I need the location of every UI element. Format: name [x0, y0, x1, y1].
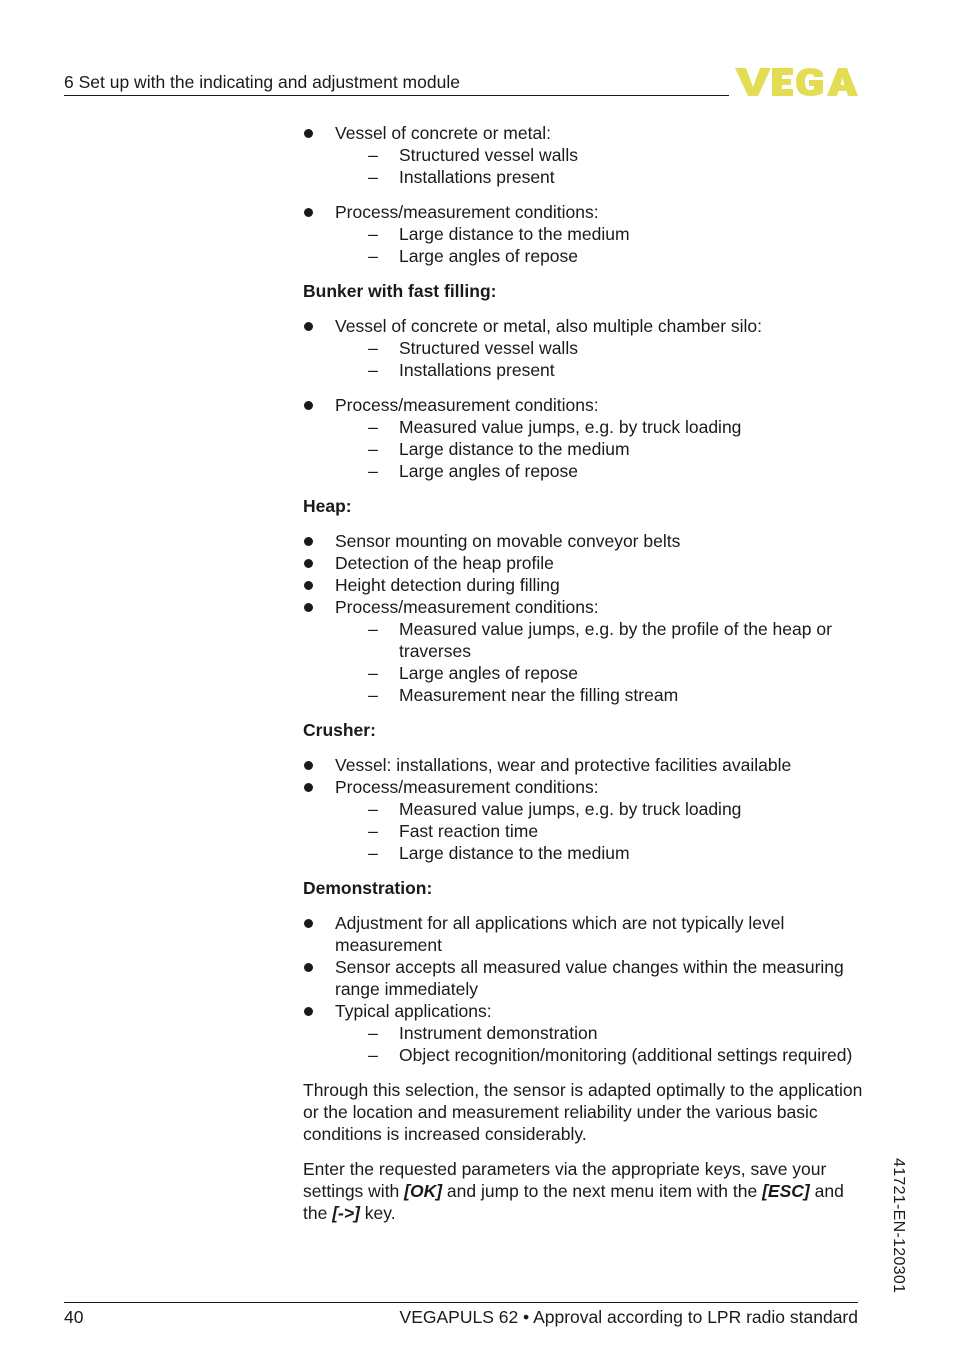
sub-list-item — [335, 337, 863, 359]
footer-divider — [64, 1302, 858, 1303]
sub-list-item-text: Measured value jumps, e.g. by truck loading — [399, 417, 742, 437]
key-arrow: [->] — [332, 1203, 360, 1223]
bullet-icon — [304, 129, 313, 138]
list-item — [303, 574, 863, 596]
bullet-list — [303, 530, 863, 706]
header-divider — [64, 95, 729, 96]
list-item — [303, 122, 863, 188]
bullet-icon — [304, 322, 313, 331]
sub-list-item-text: Installations present — [399, 360, 555, 380]
sub-list-item-text: Large angles of repose — [399, 246, 579, 266]
bullet-icon — [304, 761, 313, 770]
footer-title: VEGAPULS 62 • Approval according to LPR radio standard — [399, 1307, 858, 1327]
sub-list-item — [335, 416, 863, 438]
sub-list-item — [335, 359, 863, 381]
dash-icon: – — [368, 821, 378, 841]
dash-icon: – — [368, 360, 378, 380]
section-demonstration — [303, 877, 863, 1066]
dash-icon: – — [368, 1045, 378, 1065]
dash-icon: – — [368, 619, 378, 639]
sub-list-item-text: Measured value jumps, e.g. by the profile of the heap or traverses — [399, 619, 832, 661]
sub-list-item-text: Measurement near the filling stream — [399, 685, 679, 705]
list-item-text: Vessel of concrete or metal, also multiple chamber silo: — [335, 316, 762, 336]
bullet-icon — [304, 401, 313, 410]
list-item-text: Height detection during filling — [335, 575, 560, 595]
heading-bunker: Bunker with fast filling: — [303, 281, 497, 301]
para-text: and the — [303, 1181, 844, 1223]
list-item — [303, 394, 863, 482]
sub-list-item-text: Instrument demonstration — [399, 1023, 598, 1043]
dash-icon: – — [368, 663, 378, 683]
dash-icon: – — [368, 417, 378, 437]
list-item — [303, 1000, 863, 1066]
sub-list-item — [335, 842, 863, 864]
sub-list-item-text: Structured vessel walls — [399, 338, 578, 358]
sub-list-item — [335, 460, 863, 482]
list-item-text: Vessel: installations, wear and protective facilities available — [335, 755, 792, 775]
dash-icon: – — [368, 843, 378, 863]
sub-list — [335, 144, 863, 188]
sub-list-item-text: Object recognition/monitoring (additional settings required) — [399, 1045, 853, 1065]
sub-list-item-text: Large distance to the medium — [399, 224, 630, 244]
bullet-list — [303, 315, 863, 482]
sub-list-item — [335, 245, 863, 267]
page-number: 40 — [64, 1307, 84, 1327]
bullet-icon — [304, 963, 313, 972]
dash-icon: – — [368, 246, 378, 266]
sub-list-item-text: Large angles of repose — [399, 461, 579, 481]
bullet-icon — [304, 783, 313, 792]
bullet-icon — [304, 559, 313, 568]
para-text: Enter the requested parameters via the appropriate keys, save your settings with — [303, 1159, 827, 1201]
list-item-text: Detection of the heap profile — [335, 553, 554, 573]
list-item-text: Process/measurement conditions: — [335, 597, 599, 617]
sub-list-item-text: Measured value jumps, e.g. by truck loading — [399, 799, 742, 819]
bullet-list — [303, 754, 863, 864]
sub-list-item — [335, 684, 863, 706]
dash-icon: – — [368, 1023, 378, 1043]
heading-crusher: Crusher: — [303, 720, 376, 740]
section-heap — [303, 495, 863, 706]
sub-list-item-text: Installations present — [399, 167, 555, 187]
sub-list-item — [335, 223, 863, 245]
sub-list — [335, 798, 863, 864]
sub-list-item — [335, 1044, 863, 1066]
bullet-list — [303, 122, 863, 267]
list-item-text: Vessel of concrete or metal: — [335, 123, 551, 143]
list-item-text: Typical applications: — [335, 1001, 492, 1021]
section-block1 — [303, 122, 863, 267]
list-item — [303, 754, 863, 776]
sub-list-item — [335, 144, 863, 166]
dash-icon: – — [368, 461, 378, 481]
sub-list-item-text: Large angles of repose — [399, 663, 579, 683]
list-item-text: Process/measurement conditions: — [335, 202, 599, 222]
list-item-text: Sensor accepts all measured value changes within the measuring range immediately — [335, 957, 844, 999]
list-item — [303, 912, 863, 956]
main-content — [303, 122, 863, 1224]
bullet-icon — [304, 1007, 313, 1016]
key-esc: [ESC] — [762, 1181, 810, 1201]
sub-list-item — [335, 662, 863, 684]
list-item — [303, 552, 863, 574]
sub-list-item — [335, 438, 863, 460]
section-crusher — [303, 719, 863, 864]
sub-list — [335, 337, 863, 381]
list-item — [303, 315, 863, 381]
vega-logo — [735, 66, 858, 98]
dash-icon: – — [368, 685, 378, 705]
list-item — [303, 596, 863, 706]
sub-list-item-text: Structured vessel walls — [399, 145, 578, 165]
list-item-text: Process/measurement conditions: — [335, 777, 599, 797]
heading-heap: Heap: — [303, 496, 352, 516]
dash-icon: – — [368, 439, 378, 459]
bullet-icon — [304, 208, 313, 217]
dash-icon: – — [368, 799, 378, 819]
bullet-icon — [304, 603, 313, 612]
section-bunker — [303, 280, 863, 482]
list-item — [303, 956, 863, 1000]
list-item-text: Sensor mounting on movable conveyor belts — [335, 531, 681, 551]
section-title: 6 Set up with the indicating and adjustment module — [64, 72, 460, 92]
sub-list-item — [335, 820, 863, 842]
sub-list-item-text: Large distance to the medium — [399, 439, 630, 459]
paragraph-selection: Through this selection, the sensor is adapted optimally to the application or the location and measurement reliability under the various basic conditions is increased considerably. — [303, 1080, 863, 1144]
list-item — [303, 530, 863, 552]
list-item — [303, 201, 863, 267]
sub-list — [335, 416, 863, 482]
sub-list — [335, 1022, 863, 1066]
list-item — [303, 776, 863, 864]
dash-icon: – — [368, 167, 378, 187]
key-ok: [OK] — [404, 1181, 443, 1201]
sub-list-item — [335, 618, 863, 662]
dash-icon: – — [368, 338, 378, 358]
heading-demonstration: Demonstration: — [303, 878, 433, 898]
bullet-icon — [304, 581, 313, 590]
list-item-text: Process/measurement conditions: — [335, 395, 599, 415]
para-text: key. — [359, 1203, 396, 1223]
sub-list-item — [335, 166, 863, 188]
sub-list — [335, 223, 863, 267]
sub-list-item — [335, 1022, 863, 1044]
sub-list-item-text: Fast reaction time — [399, 821, 539, 841]
document-code: 41721-EN-120301 — [890, 1158, 907, 1294]
bullet-list — [303, 912, 863, 1066]
list-item-text: Adjustment for all applications which are not typically level measurement — [335, 913, 785, 955]
bullet-icon — [304, 919, 313, 928]
sub-list-item — [335, 798, 863, 820]
sub-list-item-text: Large distance to the medium — [399, 843, 630, 863]
para-text: and jump to the next menu item with the — [442, 1181, 763, 1201]
dash-icon: – — [368, 224, 378, 244]
bullet-icon — [304, 537, 313, 546]
sub-list — [335, 618, 863, 706]
dash-icon: – — [368, 145, 378, 165]
paragraph-keys — [303, 1158, 863, 1224]
